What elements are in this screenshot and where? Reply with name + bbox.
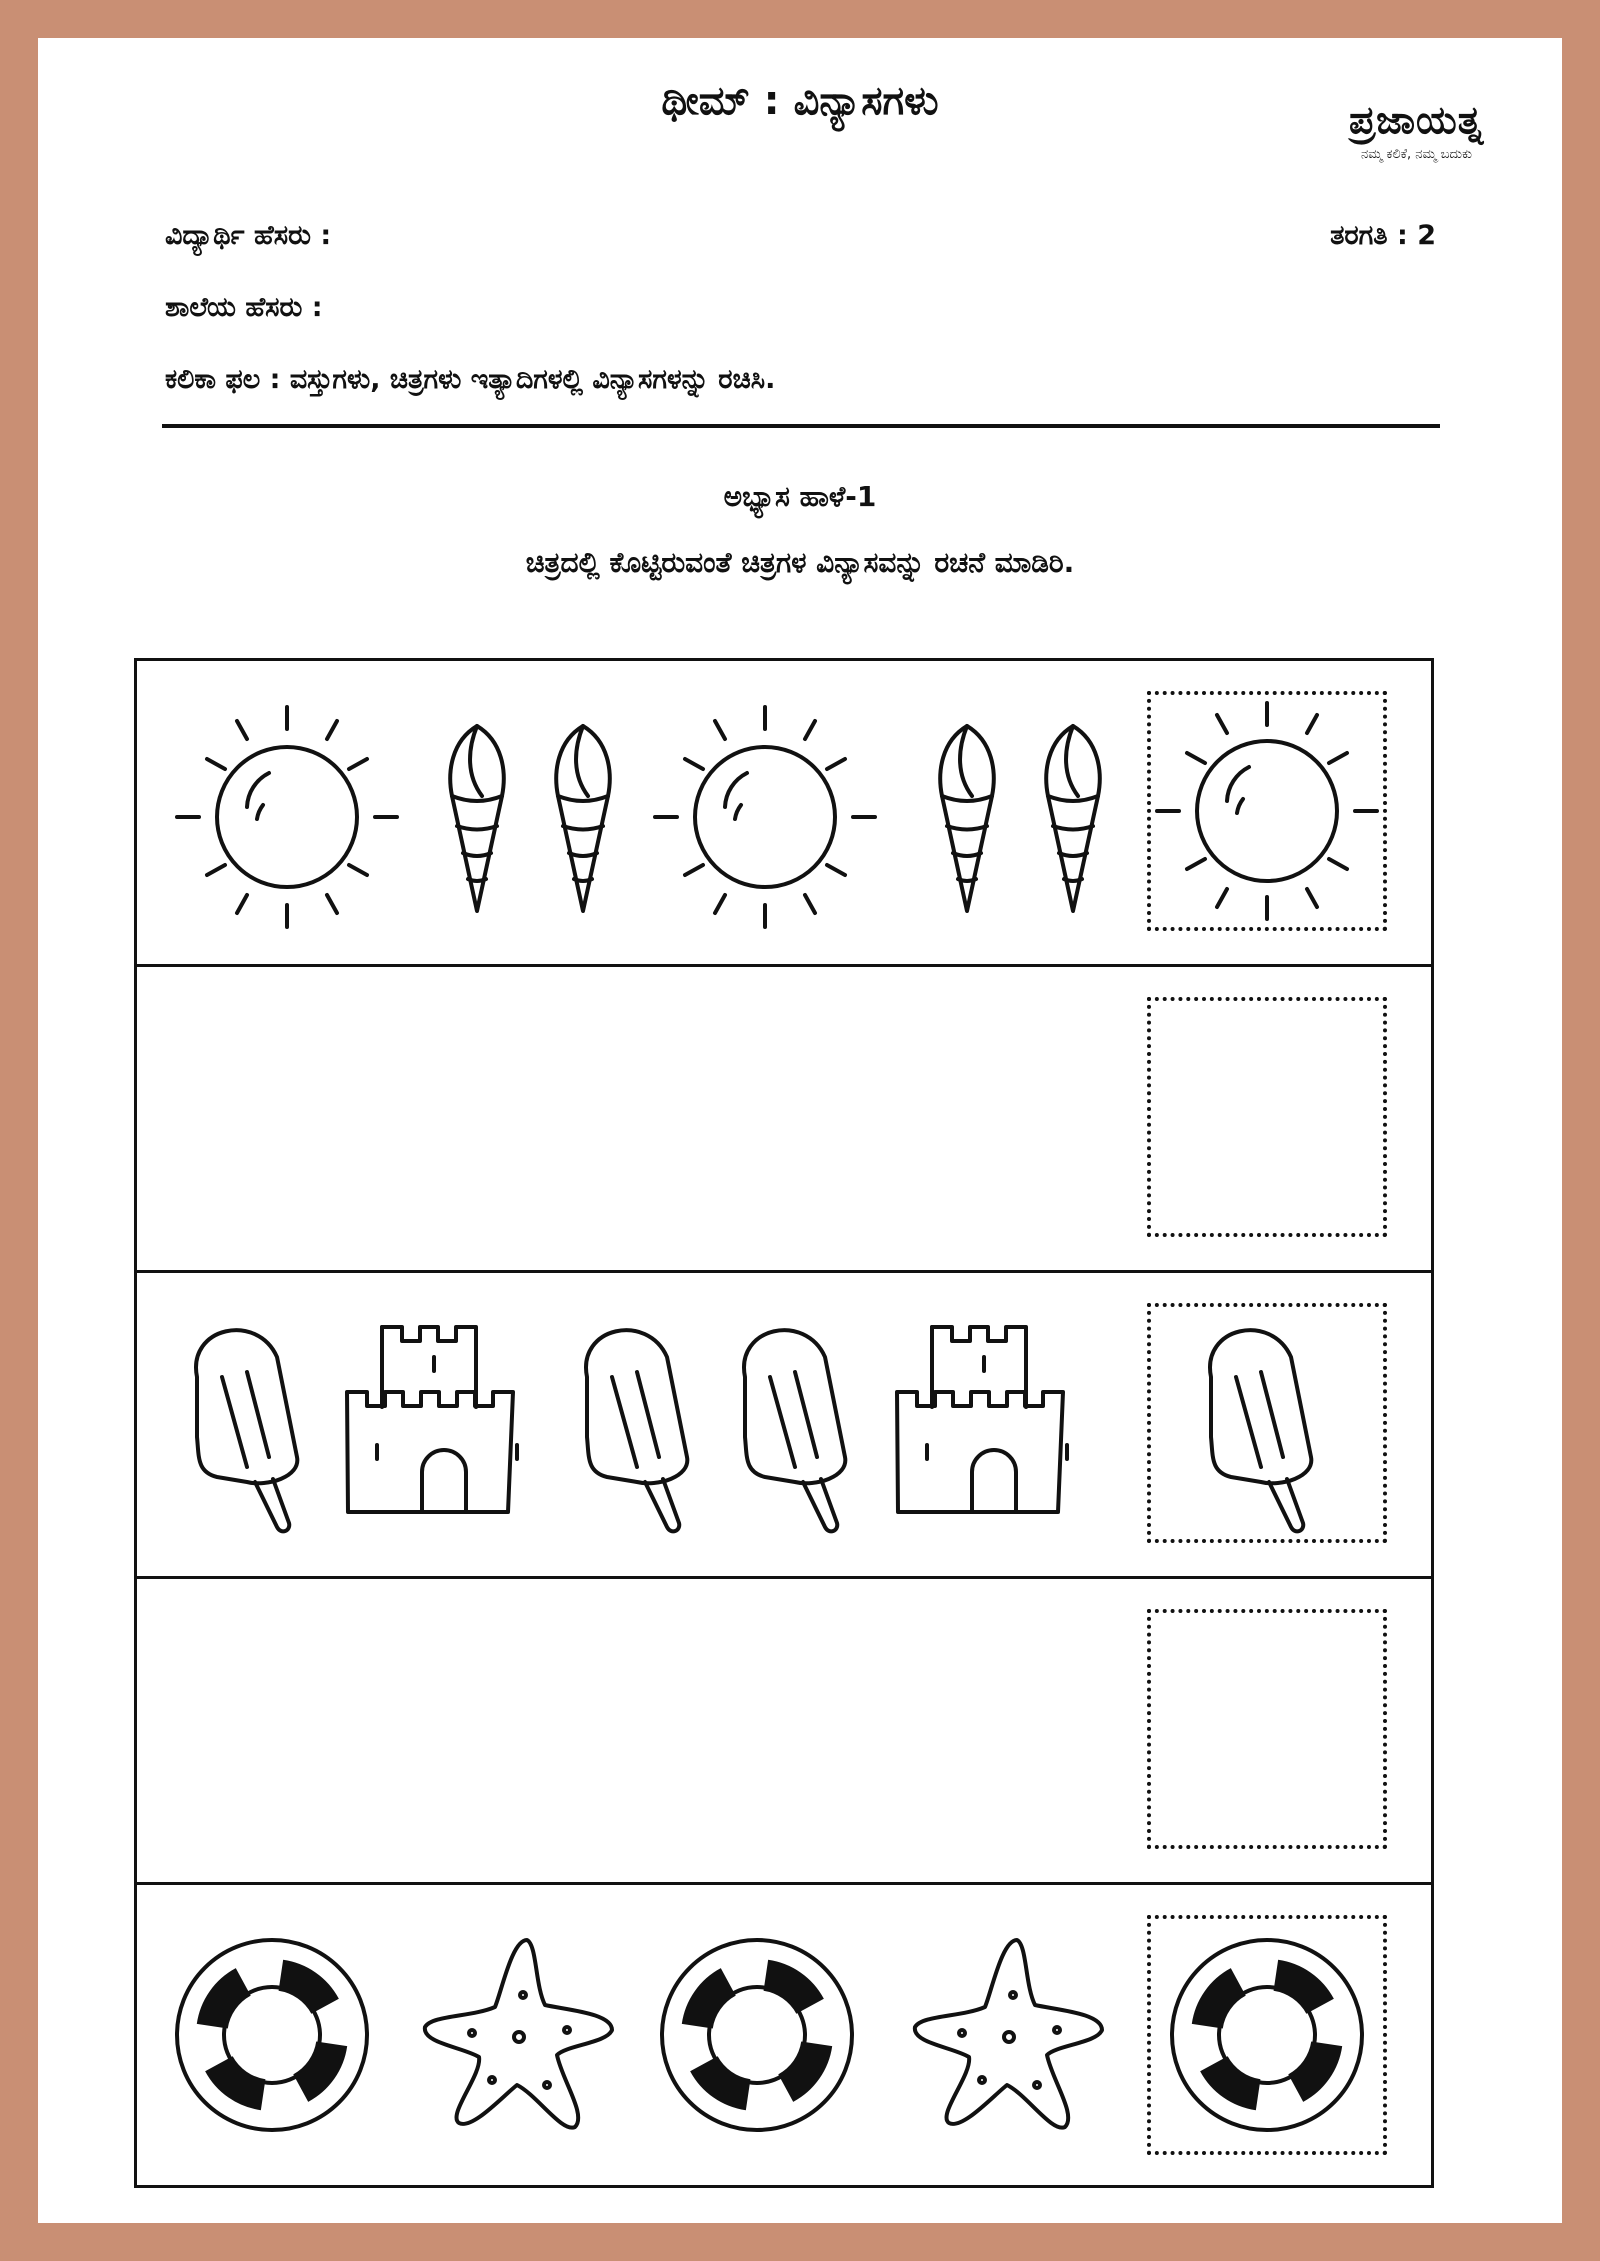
worksheet-page [38, 38, 1562, 2223]
popsicle-icon [567, 1317, 707, 1537]
shell-icon [1033, 721, 1113, 921]
sun-icon [177, 697, 397, 937]
lifebuoy-icon [172, 1935, 372, 2135]
lifebuoy-icon [1167, 1935, 1367, 2135]
exercise-instruction: ಚಿತ್ರದಲ್ಲಿ ಕೊಟ್ಟಿರುವಂತೆ ಚಿತ್ರಗಳ ವಿನ್ಯಾಸವನ್ನು ರಚನೆ ಮಾಡಿರಿ. [525, 546, 1075, 579]
answer-box-1[interactable] [1147, 691, 1387, 931]
pattern-row-2[interactable] [137, 967, 1431, 1273]
sandcastle-icon [892, 1317, 1102, 1527]
brand-name: ಪ್ರಜಾಯತ್ನ [1349, 98, 1484, 142]
lifebuoy-icon [657, 1935, 857, 2135]
class-label: ತರಗತಿ : 2 [1330, 220, 1436, 251]
starfish-icon [417, 1935, 617, 2135]
shell-icon [927, 721, 1007, 921]
brand-tagline: ನಮ್ಮ ಕಲಿಕೆ, ನಮ್ಮ ಬದುಕು [1360, 147, 1473, 162]
pattern-grid [134, 658, 1434, 2188]
answer-box-2[interactable] [1147, 997, 1387, 1237]
pattern-row-5 [137, 1885, 1431, 2191]
answer-box-5[interactable] [1147, 1915, 1387, 2155]
sun-icon [1151, 695, 1383, 927]
student-name-label: ವಿದ್ಯಾರ್ಥಿ ಹೆಸರು : [165, 220, 332, 251]
starfish-icon [907, 1935, 1107, 2135]
header-divider [162, 424, 1440, 428]
popsicle-icon [177, 1317, 317, 1537]
pattern-row-1 [137, 661, 1431, 967]
popsicle-icon [725, 1317, 865, 1537]
pattern-row-4[interactable] [137, 1579, 1431, 1885]
sun-icon [655, 697, 875, 937]
brand-logo [1349, 98, 1484, 162]
school-name-label: ಶಾಲೆಯ ಹೆಸರು : [165, 292, 323, 323]
pattern-row-3 [137, 1273, 1431, 1579]
shell-icon [543, 721, 623, 921]
learning-outcome: ಕಲಿಕಾ ಫಲ : ವಸ್ತುಗಳು, ಚಿತ್ರಗಳು ಇತ್ಯಾದಿಗಳಲ್ಲಿ ವಿನ್ಯಾಸಗಳನ್ನು ರಚಿಸಿ. [165, 364, 776, 395]
popsicle-icon [1191, 1317, 1331, 1537]
sandcastle-icon [342, 1317, 552, 1527]
answer-box-3[interactable] [1147, 1303, 1387, 1543]
exercise-title: ಅಭ್ಯಾಸ ಹಾಳೆ-1 [723, 480, 877, 513]
shell-icon [437, 721, 517, 921]
theme-title: ಥೀಮ್ : ವಿನ್ಯಾಸಗಳು [661, 78, 939, 124]
answer-box-4[interactable] [1147, 1609, 1387, 1849]
